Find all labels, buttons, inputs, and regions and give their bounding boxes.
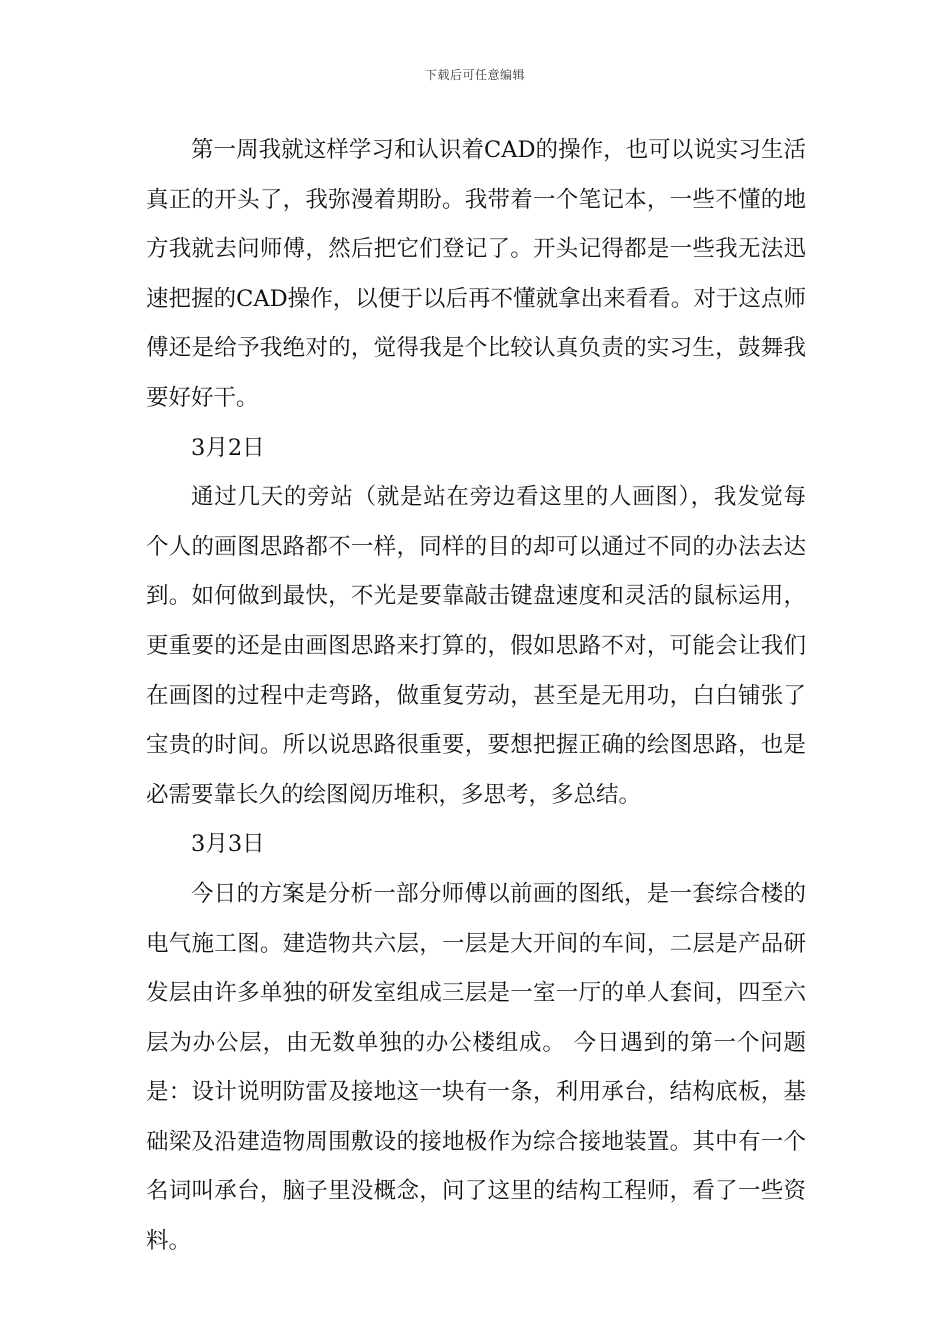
document-body [146, 126, 806, 1267]
date-heading-march-2: 3月2日 [191, 434, 265, 461]
paragraph-march-3: 今日的方案是分析一部分师傅以前画的图纸，是一套综合楼的电气施工图。建造物共六层，一层是大开间的车间，二层是产品研发层由许多单独的研发室组成三层是一室一厅的单人套间，四至六层为办公层，由无数单独的办公楼组成。 今日遇到的第一个问题是：设计说明防雷及接地这一块有一条，利用承台，结构底板，基础梁及沿建造物周围敷设的接地极作为综合接地装置。其中有一个名词叫承台，脑子里没概念，问了这里的结构工程师，看了一些资料。 [146, 880, 806, 1255]
page-header: 下载后可任意编辑 [424, 68, 525, 82]
date-heading-march-3: 3月3日 [191, 831, 265, 858]
paragraph-march-2: 通过几天的旁站（就是站在旁边看这里的人画图），我发觉每个人的画图思路都不一样，同样的目的却可以通过不同的办法去达到。如何做到最快，不光是要靠敲击键盘速度和灵活的鼠标运用，更重要的还是由画图思路来打算的，假如思路不对，可能会让我们在画图的过程中走弯路，做重复劳动，甚至是无用功，白白铺张了宝贵的时间。所以说思路很重要，要想把握正确的绘图思路，也是必需要靠长久的绘图阅历堆积，多思考，多总结。 [146, 484, 806, 808]
paragraph-week-one: 第一周我就这样学习和认识着CAD的操作，也可以说实习生活真正的开头了，我弥漫着期盼。我带着一个笔记本，一些不懂的地方我就去问师傅，然后把它们登记了。开头记得都是一些我无法迅速把握的CAD操作，以便于以后再不懂就拿出来看看。对于这点师傅还是给予我绝对的，觉得我是个比较认真负责的实习生，鼓舞我要好好干。 [146, 137, 806, 411]
